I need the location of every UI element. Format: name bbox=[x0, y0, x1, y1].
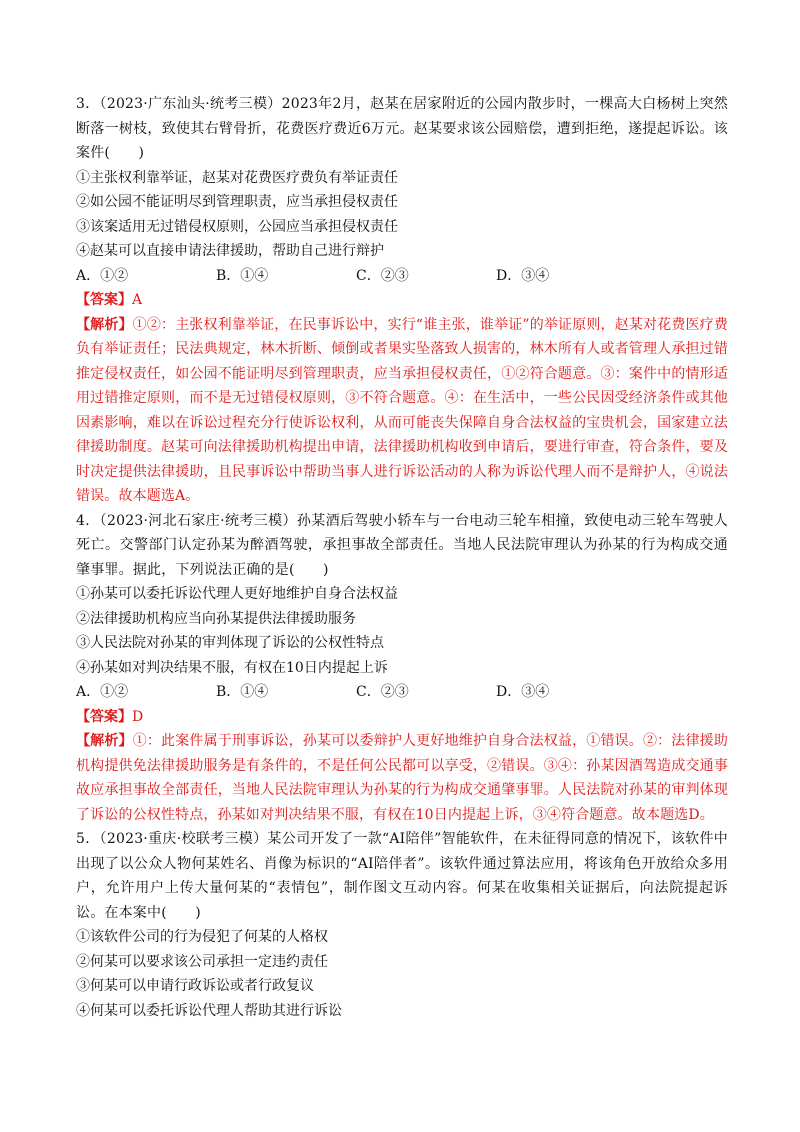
answer-options bbox=[76, 264, 728, 289]
statement-item: ③何某可以申请行政诉讼或者行政复议 bbox=[76, 978, 314, 994]
answer-tag: 【答案】 bbox=[76, 708, 132, 725]
option-b: B．①④ bbox=[216, 684, 269, 700]
statement-item: ③该案适用无过错侵权原则，公园应当承担侵权责任 bbox=[76, 218, 398, 235]
question-stem: 5．（2023·重庆·校联考三模）某公司开发了一款“AI陪伴”智能软件，在未征得同意的情况下，该软件中出现了以公众人物何某姓名、肖像为标识的“AI陪伴者”。该软件通过算法应用，将该角色开放给众多用户，允许用户上传大量何某的“表情包”，制作图文互动内容。何某在收集相关证据后，向法院提起诉讼。在本案中( ) bbox=[76, 831, 728, 921]
statement-item: ④孙某如对判决结果不服，有权在10日内提起上诉 bbox=[76, 659, 388, 676]
statement-item: ④何某可以委托诉讼代理人帮助其进行诉讼 bbox=[76, 1002, 342, 1019]
analysis-tag: 【解析】 bbox=[76, 733, 133, 749]
question-3 bbox=[76, 92, 728, 509]
document-page bbox=[76, 92, 728, 1023]
answer-options bbox=[76, 680, 728, 705]
answer-value: D bbox=[132, 708, 144, 725]
statement-item: ①孙某可以委托诉讼代理人更好地维护自身合法权益 bbox=[76, 586, 398, 602]
question-stem: 3．（2023·广东汕头·统考三模）2023年2月，赵某在居家附近的公园内散步时，一棵高大白杨树上突然断落一树枝，致使其右臂骨折，花费医疗费近6万元。赵某要求该公园赔偿，遭到拒绝，遂提起诉讼。该案件( ) bbox=[76, 96, 728, 161]
option-c: C．②③ bbox=[356, 267, 409, 284]
question-5 bbox=[76, 827, 728, 1023]
statement-item: ①主张权利靠举证，赵某对花费医疗费负有举证责任 bbox=[76, 169, 398, 186]
statement-item: ③人民法院对孙某的审判体现了诉讼的公权性特点 bbox=[76, 635, 384, 651]
statement-item: ②法律援助机构应当向孙某提供法律援助服务 bbox=[76, 610, 356, 627]
answer-line bbox=[76, 288, 728, 313]
option-c: C．②③ bbox=[356, 684, 409, 700]
option-d: D．③④ bbox=[496, 684, 550, 700]
option-b: B．①④ bbox=[216, 267, 269, 284]
question-stem: 4．（2023·河北石家庄·统考三模）孙某酒后驾驶小轿车与一台电动三轮车相撞，致使电动三轮车驾驶人死亡。交警部门认定孙某为醉酒驾驶，承担事故全部责任。当地人民法院审理认为孙某的行为构成交通肇事罪。据此，下列说法正确的是( ) bbox=[76, 512, 728, 578]
statement-item: ④赵某可以直接申请法律援助，帮助自己进行辩护 bbox=[76, 243, 384, 259]
analysis-paragraph bbox=[76, 729, 728, 827]
option-a: A．①② bbox=[76, 267, 129, 284]
answer-tag: 【答案】 bbox=[76, 292, 132, 308]
question-4 bbox=[76, 509, 728, 828]
analysis-text: ①：此案件属于刑事诉讼，孙某可以委辩护人更好地维护自身合法权益，①错误。②：法律援助机构提供免法律援助服务是有条件的，不是任何公民都可以享受，②错误。③④：孙某因酒驾造成交通事故应承担事故全部责任，当地人民法院审理认为孙某的行为构成交通肇事罪。人民法院对孙某的审判体现了诉讼的公权性特点，孙某如对判决结果不服，有权在10日内提起上诉，③④符合题意。故本题选D。 bbox=[76, 733, 728, 823]
option-a: A．①② bbox=[76, 684, 129, 700]
statement-item: ①该软件公司的行为侵犯了何某的人格权 bbox=[76, 929, 328, 945]
option-d: D．③④ bbox=[496, 267, 550, 284]
statement-item: ②何某可以要求该公司承担一定违约责任 bbox=[76, 953, 328, 970]
answer-line bbox=[76, 705, 728, 730]
analysis-paragraph bbox=[76, 313, 728, 509]
analysis-tag: 【解析】 bbox=[76, 316, 133, 333]
answer-value: A bbox=[132, 292, 143, 308]
analysis-text: ①②：主张权利靠举证，在民事诉讼中，实行“谁主张，谁举证”的举证原则，赵某对花费医疗费负有举证责任；民法典规定，林木折断、倾倒或者果实坠落致人损害的，林木所有人或者管理人承担过错推定侵权责任，如公园不能证明尽到管理职责，应当承担侵权责任，①②符合题意。③：案件中的情形适用过错推定原则，而不是无过错侵权原则，③不符合题意。④：在生活中，一些公民因受经济条件或其他因素影响，难以在诉讼过程充分行使诉讼权利，从而可能丧失保障自身合法权益的宝贵机会，国家建立法律援助制度。赵某可向法律援助机构提出申请，法律援助机构收到申请后，要进行审查，符合条件，要及时决定提供法律援助，且民事诉讼中帮助当事人进行诉讼活动的人称为诉讼代理人而不是辩护人，④说法错误。故本题选A。 bbox=[76, 316, 728, 504]
statement-item: ②如公园不能证明尽到管理职责，应当承担侵权责任 bbox=[76, 194, 398, 210]
